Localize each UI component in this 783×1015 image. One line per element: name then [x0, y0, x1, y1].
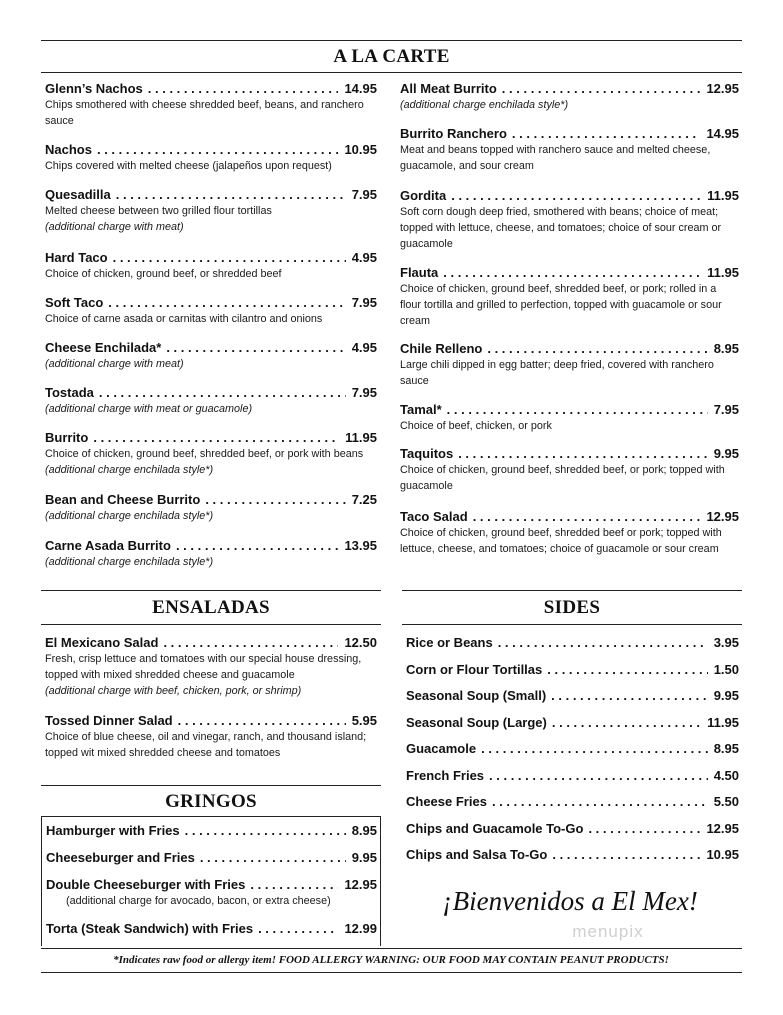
- ensaladas-column: [45, 634, 377, 767]
- item-description: Chips covered with melted cheese (jalapeños upon request): [45, 160, 332, 172]
- sides-column: [406, 634, 739, 873]
- menu-item: [406, 820, 739, 847]
- item-description: Choice of carne asada or carnitas with cilantro and onions: [45, 313, 323, 325]
- menu-item: [45, 186, 377, 249]
- item-price: 12.99: [344, 921, 377, 936]
- item-description: Choice of beef, chicken, or pork: [400, 420, 552, 432]
- menu-item: [400, 401, 739, 445]
- item-price: 7.95: [351, 385, 377, 400]
- item-name: Bean and Cheese Burrito: [45, 492, 201, 507]
- item-description: Choice of chicken, ground beef, shredded beef, or pork; rolled in a flour tortilla and grilled to perfection, topped with guacamole or sour cream: [400, 283, 722, 327]
- item-price: 9.95: [713, 688, 739, 703]
- item-name: Corn or Flour Tortillas: [406, 661, 543, 677]
- menu-item: [45, 384, 377, 429]
- menu-item: [45, 141, 377, 186]
- menu-item: [45, 537, 377, 577]
- item-name: Tostada: [45, 385, 94, 400]
- footer-bottom-rule: [41, 972, 742, 973]
- gringos-top-rule: [41, 785, 381, 786]
- item-note: (additional charge with meat): [45, 358, 184, 370]
- ensaladas-top-rule: [41, 590, 381, 591]
- menu-item: [400, 445, 739, 508]
- menu-item: [406, 661, 739, 688]
- menu-item: [46, 849, 377, 876]
- item-name: Rice or Beans: [406, 635, 493, 650]
- menu-item: [45, 339, 377, 384]
- menu-item: [46, 822, 377, 849]
- item-name: Hard Taco: [45, 250, 108, 265]
- menu-item: [406, 714, 739, 741]
- item-price: 8.95: [351, 823, 377, 838]
- a-la-carte-title: A LA CARTE: [333, 46, 450, 67]
- item-price: 13.95: [344, 538, 377, 553]
- menu-item: [406, 767, 739, 794]
- menu-item: [45, 491, 377, 537]
- item-price: 1.50: [713, 661, 739, 677]
- allergy-warning: *Indicates raw food or allergy item! FOOD ALLERGY WARNING: OUR FOOD MAY CONTAIN PEANUT PRODUCTS!: [113, 954, 669, 966]
- menu-item: [400, 125, 739, 187]
- item-note: (additional charge enchilada style*): [400, 99, 569, 111]
- ensaladas-title: ENSALADAS: [152, 597, 270, 618]
- item-name: Seasonal Soup (Small): [406, 688, 547, 703]
- item-price: 8.95: [713, 741, 739, 756]
- item-description-text: Choice of chicken, ground beef, shredded beef, or pork with beans: [45, 448, 364, 460]
- item-price: 14.95: [706, 126, 739, 141]
- menu-item: [400, 340, 739, 401]
- item-price: 12.95: [344, 877, 377, 892]
- item-price: 11.95: [345, 430, 377, 445]
- item-name: Cheese Fries: [406, 794, 487, 809]
- item-price: 11.95: [707, 714, 739, 730]
- item-price: 14.95: [344, 81, 377, 96]
- item-name: Chips and Guacamole To-Go: [406, 820, 584, 836]
- item-name: Chile Relleno: [400, 341, 483, 356]
- item-name: Torta (Steak Sandwich) with Fries: [46, 921, 254, 936]
- menu-item: [46, 920, 377, 940]
- item-description: Fresh, crisp lettuce and tomatoes with our special house dressing, topped with mixed shredded cheese and guacamole: [45, 653, 362, 681]
- a-la-carte-right-column: [400, 80, 739, 574]
- item-name: Cheese Enchilada*: [45, 340, 162, 355]
- a-la-carte-left-column: [45, 80, 377, 577]
- item-price: 8.95: [713, 341, 739, 356]
- item-name: Chips and Salsa To-Go: [406, 847, 548, 862]
- item-name: French Fries: [406, 767, 485, 783]
- item-name: Double Cheeseburger with Fries: [46, 877, 246, 892]
- menu-item: [45, 634, 377, 712]
- menu-item: [400, 187, 739, 264]
- footer-top-rule: [41, 948, 742, 949]
- item-note: (additional charge enchilada style*): [45, 510, 214, 522]
- item-note: (additional charge with meat): [45, 221, 184, 233]
- item-name: Gordita: [400, 188, 447, 203]
- item-price: 12.95: [706, 820, 739, 836]
- item-description: Soft corn dough deep fried, smothered with beans; choice of meat; topped with lettuce, cheese, and tomatoes; choice of sour cream or guacamole: [400, 206, 722, 250]
- item-name: Nachos: [45, 142, 92, 157]
- item-price: 7.95: [351, 295, 377, 310]
- item-price: 10.95: [344, 142, 377, 157]
- item-price: 5.95: [351, 713, 377, 728]
- item-name: El Mexicano Salad: [45, 635, 159, 650]
- item-description: Melted cheese between two grilled flour tortillas: [45, 205, 272, 217]
- item-name: All Meat Burrito: [400, 81, 497, 96]
- item-price: 5.50: [713, 794, 739, 809]
- a-la-carte-rule: [41, 72, 742, 73]
- item-price: 9.95: [351, 850, 377, 865]
- menu-item: [406, 793, 739, 820]
- gringos-rule: [41, 816, 381, 817]
- item-price: 11.95: [707, 188, 739, 203]
- item-price: 4.50: [713, 767, 739, 783]
- menu-item: [400, 264, 739, 340]
- top-rule: [41, 40, 742, 41]
- gringos-right-border: [380, 816, 381, 946]
- item-note: (additional charge with meat or guacamole): [45, 403, 253, 415]
- item-note: (additional charge with beef, chicken, pork, or shrimp): [45, 685, 302, 697]
- item-description: Choice of blue cheese, oil and vinegar, ranch, and thousand island; topped wit mixed shredded cheese and tomatoes: [45, 731, 367, 759]
- menu-item: [400, 508, 739, 574]
- menu-item: [46, 876, 377, 920]
- item-name: Glenn’s Nachos: [45, 81, 143, 96]
- menupix-watermark: menupix: [572, 922, 644, 941]
- item-name: Hamburger with Fries: [46, 823, 180, 838]
- item-description: Choice of chicken, ground beef, shredded beef, or pork; topped with guacamole: [400, 464, 725, 492]
- ensaladas-rule: [41, 624, 381, 625]
- item-price: 4.95: [351, 340, 377, 355]
- item-description: Large chili dipped in egg batter; deep fried, covered with ranchero sauce: [400, 359, 714, 387]
- item-price: 7.95: [351, 187, 377, 202]
- item-price: 10.95: [706, 847, 739, 862]
- menu-item: [45, 429, 377, 491]
- item-name: Burrito: [45, 430, 89, 445]
- menu-item: [400, 80, 739, 125]
- menu-item: [45, 712, 377, 767]
- item-price: 4.95: [351, 250, 377, 265]
- item-name: Burrito Ranchero: [400, 126, 507, 141]
- item-name: Tamal*: [400, 402, 442, 417]
- item-description: [45, 446, 377, 478]
- item-description: Chips smothered with cheese shredded beef, beans, and ranchero sauce: [45, 99, 364, 127]
- gringos-column: [46, 822, 377, 940]
- sides-top-rule: [402, 590, 742, 591]
- item-price: 9.95: [713, 446, 739, 461]
- item-name: Tossed Dinner Salad: [45, 713, 173, 728]
- item-name: Quesadilla: [45, 187, 111, 202]
- item-name: Soft Taco: [45, 295, 104, 310]
- item-description: Choice of chicken, ground beef, shredded beef or pork; topped with lettuce, cheese, and tomatoes; choice of guacamole or sour cream: [400, 527, 722, 555]
- item-note: (additional charge for avocado, bacon, or extra cheese): [66, 895, 331, 907]
- item-price: 3.95: [713, 635, 739, 650]
- item-name: Taco Salad: [400, 509, 468, 524]
- gringos-left-border: [41, 816, 42, 946]
- menu-item: [45, 80, 377, 141]
- item-name: Flauta: [400, 265, 439, 280]
- menu-item: [406, 687, 739, 714]
- item-price: 12.95: [706, 81, 739, 96]
- menu-item: [406, 634, 739, 661]
- item-name: Carne Asada Burrito: [45, 538, 171, 553]
- item-description: Meat and beans topped with ranchero sauce and melted cheese, guacamole, and sour cream: [400, 144, 711, 172]
- welcome-slogan: ¡Bienvenidos a El Mex!: [442, 886, 698, 916]
- menu-item: [45, 249, 377, 294]
- item-name: Cheeseburger and Fries: [46, 850, 195, 865]
- item-name: Taquitos: [400, 446, 454, 461]
- sides-rule: [402, 624, 742, 625]
- item-note: (additional charge enchilada style*): [45, 464, 214, 476]
- item-price: 12.95: [706, 509, 739, 524]
- menu-item: [406, 846, 739, 873]
- sides-title: SIDES: [543, 597, 601, 618]
- item-price: 12.50: [344, 635, 377, 650]
- item-note: (additional charge enchilada style*): [45, 556, 214, 568]
- menu-item: [45, 294, 377, 339]
- item-price: 11.95: [707, 265, 739, 280]
- item-name: Seasonal Soup (Large): [406, 714, 547, 730]
- menu-item: [406, 740, 739, 767]
- gringos-title: GRINGOS: [165, 791, 257, 812]
- item-price: 7.95: [713, 402, 739, 417]
- item-description: Choice of chicken, ground beef, or shredded beef: [45, 268, 282, 280]
- item-price: 7.25: [351, 492, 377, 507]
- item-name: Guacamole: [406, 741, 477, 756]
